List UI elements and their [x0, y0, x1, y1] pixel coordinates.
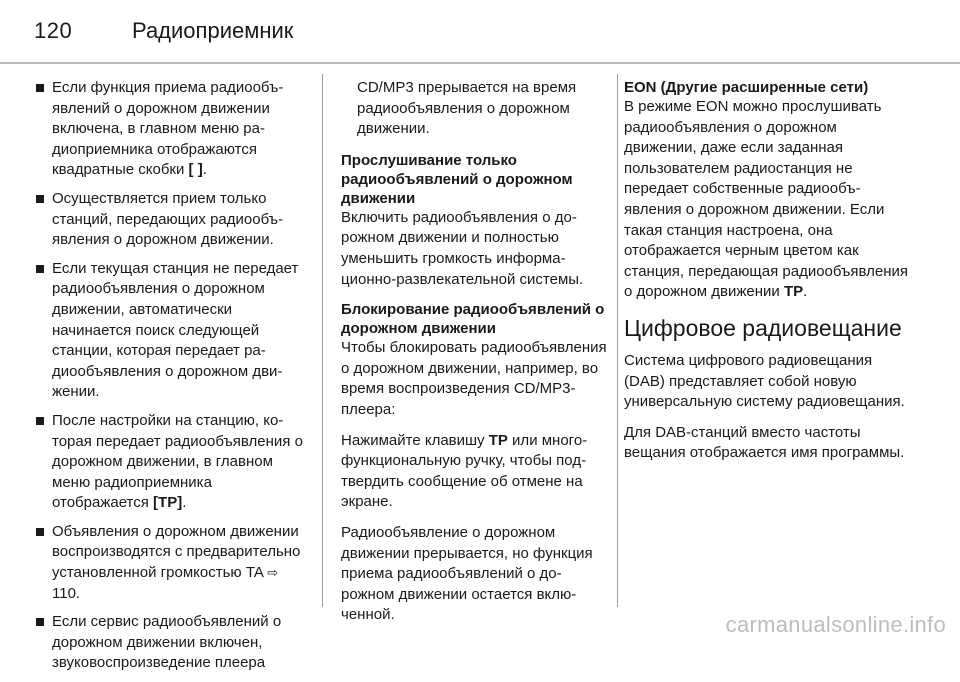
- page-title: Радиоприемник: [132, 18, 294, 43]
- watermark: carmanualsonline.info: [725, 612, 946, 637]
- column-divider: [617, 74, 618, 607]
- heading-block-announcements: Блокирование радиообъявлений о дорожном движении: [341, 301, 605, 338]
- paragraph-eon: В режиме EON можно прослушивать радиообъявления о дорожном движении, даже если заданная пользователем радиостанция не передает собственные радиообъявления о дорожном движении. Если такая станция настроена, она отображается черным цветом как станция, передающая радиообъявления о дорожном движении TP.: [624, 98, 908, 301]
- paragraph-block-3: Радиообъявление о дорожном движении прерывается, но функция приема радиообъявлений о дорожном движении остается включенной.: [341, 523, 593, 624]
- paragraph-dab-2: Для DAB-станций вместо частоты вещания отображается имя программы.: [624, 423, 905, 462]
- list-item: Объявления о дорожном движении воспроизводятся с предварительно установленной громкостью TA ⇨ 110.: [36, 522, 306, 604]
- heading-listen-only: Прослушивание только радиообъявлений о дорожном движении: [341, 151, 573, 207]
- list-item: Если текущая станция не передает радиообъявления о дорожном движении, автоматически начинается поиск следующей станции, которая передает радиообъявления о дорожном движении.: [36, 259, 306, 403]
- column-1: [36, 78, 306, 682]
- list-item: Осуществляется прием только станций, передающих радиообъявления о дорожном движении.: [36, 189, 306, 251]
- heading-eon: EON (Другие расширенные сети): [624, 79, 869, 96]
- column-divider: [322, 74, 323, 607]
- header-rule: [0, 62, 960, 64]
- list-item: Если сервис радиообъявлений о дорожном движении включен, звуковоспроизведение плеера: [36, 612, 306, 674]
- list-item: После настройки на станцию, которая передает радиообъявления о дорожном движении, в главном меню радиоприемника отображается [TP].: [36, 411, 306, 514]
- page-reference-link[interactable]: 110.: [52, 584, 81, 602]
- column-3: [624, 78, 908, 474]
- page-header: [34, 18, 293, 50]
- column-2: [341, 78, 607, 636]
- heading-digital-radio: Цифровое радиовещание: [624, 314, 902, 341]
- paragraph-block-2: Нажимайте клавишу TP или многофункциональную ручку, чтобы подтвердить сообщение об отмене на экране.: [341, 431, 588, 511]
- paragraph-dab-1: Система цифрового радиовещания (DAB) представляет собой новую универсальную систему радиовещания.: [624, 351, 905, 411]
- page-reference-arrow-icon[interactable]: ⇨: [267, 565, 279, 581]
- list-item: Если функция приема радиообъявлений о дорожном движении включена, в главном меню радиоприемника отображаются квадратные скобки [ ].: [36, 78, 306, 181]
- page-number: 120: [34, 18, 73, 43]
- paragraph-block-1: Чтобы блокировать радиообъявления о дорожном движении, например, во время воспроизведения CD/MP3-плеера:: [341, 339, 607, 418]
- paragraph-listen-only: Включить радиообъявления о дорожном движении и полностью уменьшить громкость информационно-развлекательной системы.: [341, 208, 584, 288]
- bullet-list: [36, 78, 306, 674]
- paragraph-continuation: CD/MP3 прерывается на время радиообъявления о дорожном движении.: [357, 79, 577, 138]
